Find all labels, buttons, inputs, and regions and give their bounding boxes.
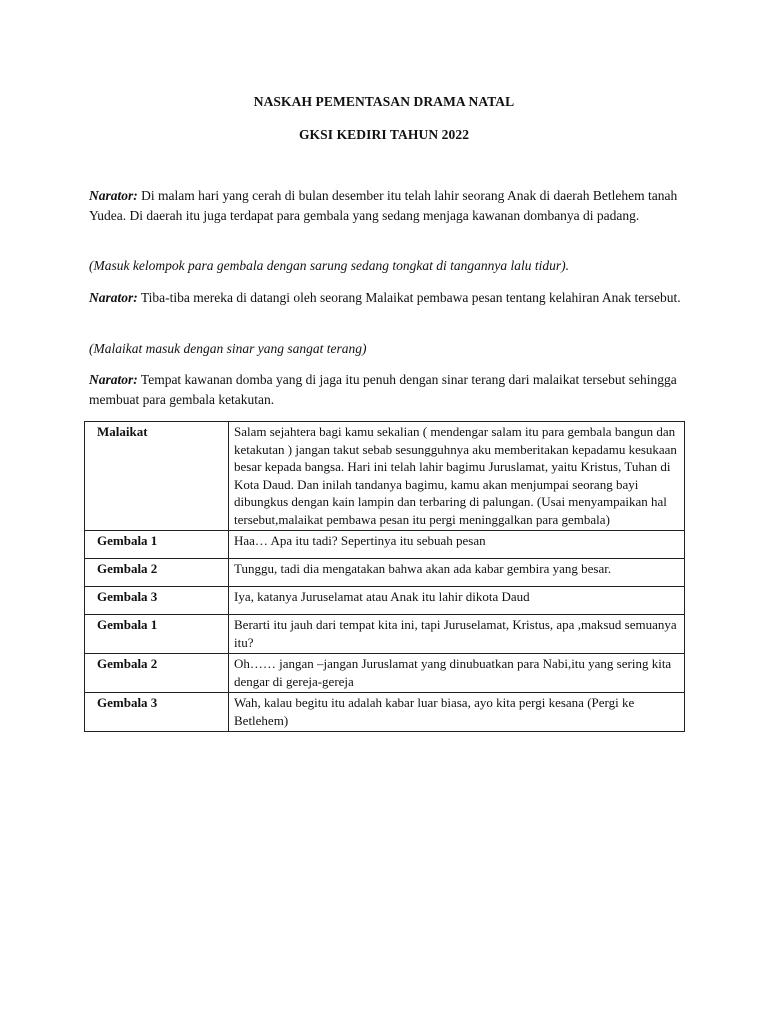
table-row — [85, 559, 685, 587]
role-cell: Gembala 3 — [85, 693, 229, 732]
line-cell: Berarti itu jauh dari tempat kita ini, tapi Juruselamat, Kristus, apa ,maksud semuanya itu? — [229, 615, 685, 654]
line-cell: Oh…… jangan –jangan Juruslamat yang dinubuatkan para Nabi,itu yang sering kita dengar di gereja-gereja — [229, 654, 685, 693]
role-cell: Gembala 2 — [85, 654, 229, 693]
table-row — [85, 422, 685, 531]
narration-paragraph — [89, 288, 689, 308]
narration-paragraph — [89, 186, 689, 226]
speaker-label: Narator: — [89, 372, 138, 387]
table-row — [85, 531, 685, 559]
speaker-label: Narator: — [89, 188, 138, 203]
narration-text: Tempat kawanan domba yang di jaga itu penuh dengan sinar terang dari malaikat tersebut sehingga membuat para gembala ketakutan. — [89, 372, 677, 407]
document-title: NASKAH PEMENTASAN DRAMA NATAL — [253, 94, 515, 109]
narration-paragraph — [89, 370, 689, 410]
line-cell: Salam sejahtera bagi kamu sekalian ( mendengar salam itu para gembala bangun dan ketakutan ) jangan takut sebab sesungguhnya aku memberitakan kepadamu kesukaan besar kepada bangsa. Hari ini telah lahir bagimu Juruslamat, yaitu Kristus, Tuhan di Kota Daud. Dan inilah tandanya bagimu, kamu akan menjumpai seorang bayi dibungkus dengan kain lampin dan terbaring di palungan. (Usai menyampaikan hal tersebut,malaikat pembawa pesan itu pergi meninggalkan para gembala) — [229, 422, 685, 531]
role-cell: Malaikat — [85, 422, 229, 531]
table-row — [85, 587, 685, 615]
line-cell: Wah, kalau begitu itu adalah kabar luar biasa, ayo kita pergi kesana (Pergi ke Betlehem) — [229, 693, 685, 732]
line-cell: Tunggu, tadi dia mengatakan bahwa akan ada kabar gembira yang besar. — [229, 559, 685, 587]
table-row — [85, 615, 685, 654]
stage-direction: (Masuk kelompok para gembala dengan sarung sedang tongkat di tangannya lalu tidur). — [89, 258, 569, 273]
table-row — [85, 693, 685, 732]
narration-text: Di malam hari yang cerah di bulan desember itu telah lahir seorang Anak di daerah Betlehem tanah Yudea. Di daerah itu juga terdapat para gembala yang sedang menjaga kawanan dombanya di padang. — [89, 188, 678, 223]
document-subtitle: GKSI KEDIRI TAHUN 2022 — [298, 127, 470, 142]
role-cell: Gembala 1 — [85, 615, 229, 654]
table-row — [85, 654, 685, 693]
stage-direction: (Malaikat masuk dengan sinar yang sangat terang) — [89, 341, 367, 356]
narration-text: Tiba-tiba mereka di datangi oleh seorang Malaikat pembawa pesan tentang kelahiran Anak tersebut. — [137, 290, 681, 305]
role-cell: Gembala 3 — [85, 587, 229, 615]
role-cell: Gembala 2 — [85, 559, 229, 587]
dialogue-table — [84, 421, 685, 732]
line-cell: Haa… Apa itu tadi? Sepertinya itu sebuah pesan — [229, 531, 685, 559]
speaker-label: Narator: — [89, 290, 138, 305]
role-cell: Gembala 1 — [85, 531, 229, 559]
line-cell: Iya, katanya Juruselamat atau Anak itu lahir dikota Daud — [229, 587, 685, 615]
